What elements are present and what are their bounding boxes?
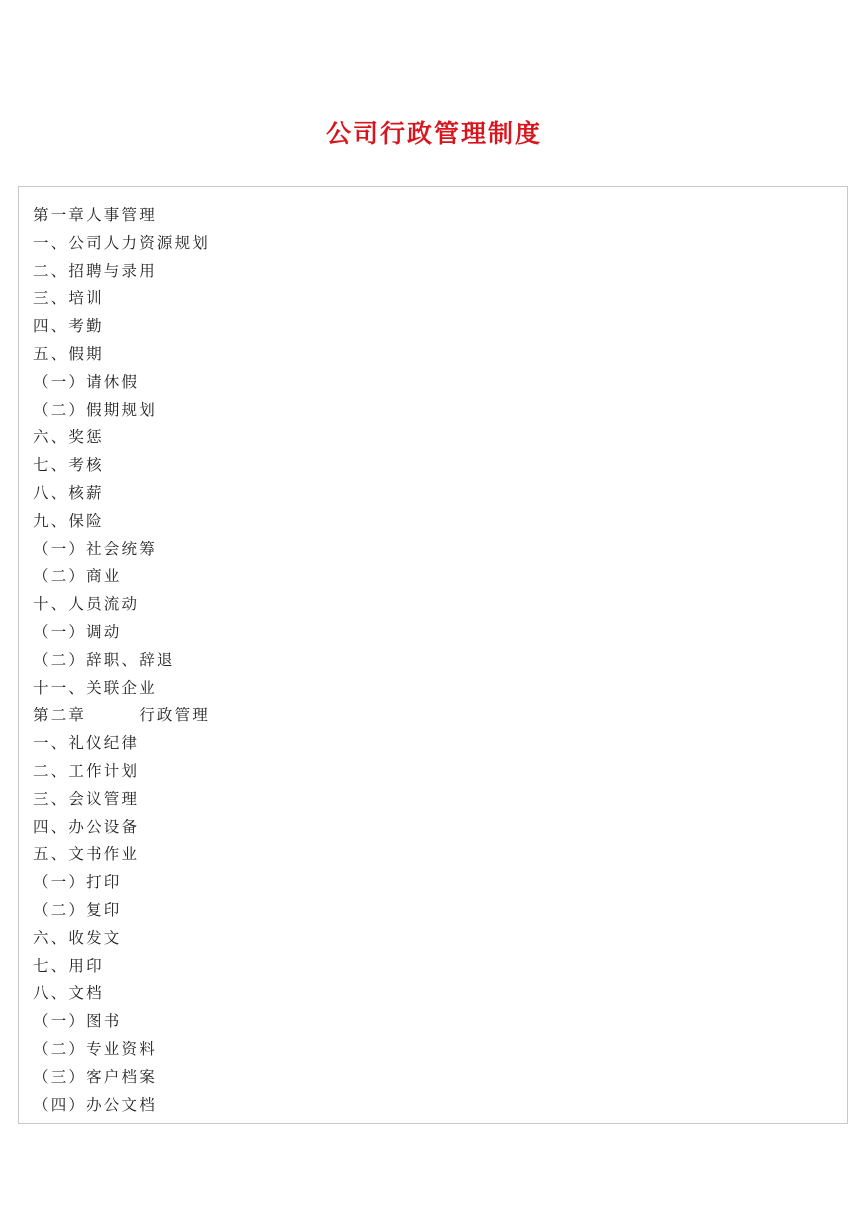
toc-item: 十、人员流动 bbox=[33, 595, 140, 614]
toc-item: （一）社会统筹 bbox=[33, 539, 157, 558]
toc-item: 七、考核 bbox=[33, 456, 104, 475]
toc-item: 三、会议管理 bbox=[33, 789, 140, 808]
toc-item: （二）假期规划 bbox=[33, 400, 157, 419]
toc-item: 四、考勤 bbox=[33, 317, 104, 336]
toc-item: 十一、关联企业 bbox=[33, 678, 157, 697]
toc-item: （二）专业资料 bbox=[33, 1039, 157, 1058]
toc-item: 二、工作计划 bbox=[33, 761, 140, 780]
toc-item: （一）图书 bbox=[33, 1012, 122, 1031]
toc-item: 六、收发文 bbox=[33, 928, 122, 947]
toc-item: 七、用印 bbox=[33, 956, 104, 975]
toc-item: （二）复印 bbox=[33, 900, 122, 919]
toc-item: 六、奖惩 bbox=[33, 428, 104, 447]
toc-item: （三）客户档案 bbox=[33, 1067, 157, 1086]
toc-item: 第二章 行政管理 bbox=[33, 706, 211, 725]
toc-item: （四）办公文档 bbox=[33, 1095, 157, 1114]
toc-list bbox=[33, 202, 210, 1119]
toc-item: （一）调动 bbox=[33, 622, 122, 641]
toc-item: 八、核薪 bbox=[33, 483, 104, 502]
toc-item: 八、文档 bbox=[33, 984, 104, 1003]
toc-item: 四、办公设备 bbox=[33, 817, 140, 836]
toc-item: （一）请休假 bbox=[33, 372, 140, 391]
toc-item: （二）商业 bbox=[33, 567, 122, 586]
toc-item: 五、文书作业 bbox=[33, 845, 140, 864]
toc-item: 二、招聘与录用 bbox=[33, 261, 157, 280]
toc-item: 第一章人事管理 bbox=[33, 206, 157, 224]
toc-item: 一、礼仪纪律 bbox=[33, 734, 140, 753]
toc-item: （二）辞职、辞退 bbox=[33, 650, 175, 669]
toc-item: 三、培训 bbox=[33, 289, 104, 308]
toc-item: 五、假期 bbox=[33, 344, 104, 363]
document-title: 公司行政管理制度 bbox=[325, 119, 542, 148]
toc-item: 一、公司人力资源规划 bbox=[33, 233, 211, 252]
toc-item: （一）打印 bbox=[33, 873, 122, 892]
table-of-contents-box bbox=[18, 186, 848, 1124]
toc-item: 九、保险 bbox=[33, 511, 104, 530]
